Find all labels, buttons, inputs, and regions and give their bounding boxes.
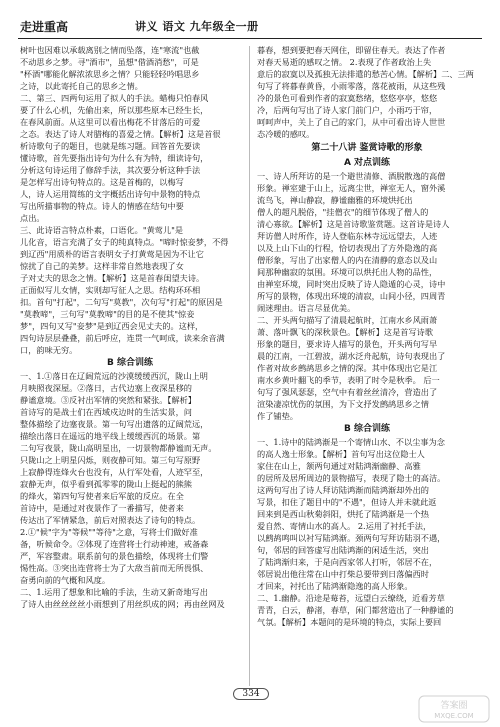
- text-line: 才回来，衬托出了陆鸿渐隐逸的高人形象。: [257, 581, 413, 591]
- page-header: [0, 0, 500, 42]
- header-rule: [18, 38, 482, 39]
- text-line: 回来到是西山秋菊斜阳，烘托了陆鸿渐是一个热: [257, 509, 429, 519]
- text-line: 上寂静得连烽火台也没有，从行军处看，人迹罕至，: [20, 467, 209, 477]
- text-line: 梦"，四句又写"妾梦"是到辽西会见丈夫的。这样，: [20, 321, 204, 331]
- text-line: 之态。表达了诗人对腊梅的喜爱之情。【解析】这是首很: [20, 129, 221, 139]
- left-answers-b: [20, 370, 240, 610]
- text-line: 整体描绘了边塞夜景。第一句写出遗落的辽阔荒远，: [20, 419, 209, 429]
- right-answers-a: [257, 170, 477, 422]
- text-line: 写景，扣住了题目中的"不遇"，但诗人并未就此返: [257, 497, 437, 507]
- text-line: 萧、落叶飘飞的深秋景色。【解析】这是首写诗歌: [257, 327, 434, 337]
- svg-text:答案圈: 答案圈: [440, 701, 468, 711]
- text-line: 晨的江南，一江碧波，湖水泛舟起航，诗句表现出了: [257, 351, 446, 361]
- text-line: 这两句写出了诗人拜访陆鸿渐而陆鸿渐却外出的: [257, 485, 429, 495]
- series-brand: 走进重高: [20, 20, 69, 34]
- text-line: 了诗人由丝丝丝丝小雨想到了用丝织成的网；再由丝网及: [20, 599, 225, 609]
- text-line: 以及上山下山的行程，恰切表现出了方外隐逸的高: [257, 243, 438, 253]
- column-divider: [249, 46, 250, 686]
- section-heading-a: A 对点训练: [343, 158, 391, 168]
- text-line: 不动思乡之梦。寻"酒市"，虽想"借酒消愁"，可是: [20, 57, 199, 67]
- text-line: "莫教啼"，三句写"莫教啼"的目的是不使其"惊妾: [20, 309, 195, 319]
- text-line: 写出所描事物的特点。诗人的情感在结句中要: [20, 201, 184, 211]
- text-line: 在春风前面。从这里可以看出梅花不甘落后的可爱: [20, 117, 201, 127]
- text-line: 传达出了军情紧急，前后对照表达了诗句的特点。: [20, 515, 201, 525]
- subject-line: 讲义 语文 九年级全一册: [135, 20, 259, 33]
- text-line: 作者对故乡鹧鸪思乡之情的深。其中体现出它是江: [257, 363, 438, 373]
- text-line: 惊扰了自己的美梦。这样非常自然地表现了女: [20, 261, 184, 271]
- text-line: 以鹧鸪鸣叫以衬写陆鸿渐。颈两句写拜访陆羽不遇，: [257, 533, 446, 543]
- text-line: 儿化音，语言充满了女子的纯真特点。"啼时惊妾梦，不得: [20, 237, 229, 247]
- text-line: 一、诗人所拜访的是一个避世清修、酒脱散逸的高僧: [257, 171, 446, 181]
- watermark-logo: [418, 695, 490, 723]
- text-line: "杯酒"哪能化解浓浓思乡之情？只能轻轻吟唱思乡: [20, 69, 200, 79]
- page-number-label: 334: [233, 688, 268, 700]
- text-line: 析诗歌句子的题目，也就是练习题。回答首先要读: [20, 141, 201, 151]
- text-line: 形象。禅室建于山上，远离尘世，禅室无人，窗外溪: [257, 183, 446, 193]
- text-line: 扣。首句"打起"，二句写"莫教"，次句写"打起"的原因是: [20, 297, 223, 307]
- text-line: 冷，后两句写出了诗人家门前门户，小雨巧于帘，: [257, 105, 438, 115]
- text-line: 句写了强风瑟瑟，空气中有着丝丝清冷，营造出了: [257, 387, 438, 397]
- text-line: 渲染凄凉忧伤的氛围，为下文抒发鹧鸪思乡之情: [257, 399, 429, 409]
- page-number: [221, 688, 281, 700]
- text-line: 二句写夜景，陇山高明星出，一切景物都静谧而无声。: [20, 443, 217, 453]
- section-heading-b-right: B 综合训练: [344, 424, 390, 434]
- text-line: 气氛。【解析】本题问的是环境的特点，实际上要回: [257, 617, 442, 627]
- text-line: 寂静无声，似乎看到孤零零的陇山上挺起的熊熊: [20, 479, 192, 489]
- text-line: 子对丈夫的思念之情。【解析】这是首春闺望夫诗。: [20, 273, 205, 283]
- text-line: 了陆鸿渐归来，于是向西家邻人打听，邻居不在，: [257, 557, 438, 567]
- text-line: 是怎样写出诗句特点的。这是首梅的，以梅写: [20, 177, 184, 187]
- text-line: 对春天易逝的感叹之情。 2.表现了作者政治上失: [257, 57, 432, 67]
- text-line: 间那种幽寂的氛围。环境可以烘托出人物的品性，: [257, 267, 438, 277]
- text-line: 流鸟飞，禅山静寂，静谧幽雅的环境烘托出: [257, 195, 413, 205]
- text-line: 二、1.幽静。沿途是莓苔，远望白云缭绕，近看芳草: [257, 593, 445, 603]
- text-line: 奋勇向前的气概和风度。: [20, 575, 111, 585]
- text-line: 树叶也因难以承载离别之情而坠落，连"寒流"也截: [20, 45, 200, 55]
- text-line: 作了铺垫。: [257, 411, 298, 421]
- text-line: 人，诗人运用简练的文字概括出诗句中景物的特点: [20, 189, 201, 199]
- text-line: 首诗写的是战士们在西域戍边时的生活实景，问: [20, 407, 192, 417]
- text-line: 正面似写儿女情，实则却写征人之思。结构环环相: [20, 285, 201, 295]
- right-answers-b: [257, 436, 477, 628]
- text-line: 四句诗层层叠叠，前后呼应，连贯一气呵成，读来余音满: [20, 333, 225, 343]
- right-answers-top: [257, 44, 477, 140]
- text-line: 点出。: [20, 213, 45, 223]
- text-line: 备，听候命令。②体现了连营将士行动神速，戒备森: [20, 539, 209, 549]
- section-heading-b: B 综合训练: [107, 358, 153, 368]
- text-line: 月映照夜深屋。②落日，古代边塞上夜深星移的: [20, 383, 192, 393]
- text-line: 青青，白云，静渚，春草，闲门都营造出了一种静谧的: [257, 605, 454, 615]
- text-line: 静谧意境。③反衬出军情的突然和紧张。【解析】: [20, 395, 197, 405]
- text-line: 描绘出落日在遥远的地平线上缓缓西沉的场景。第: [20, 431, 201, 441]
- text-line: 分析这句诗运用了修辞手法，其次要分析这种手法: [20, 165, 201, 175]
- text-line: 到辽西"用质朴的语言表明女子打黄莺是因为不让它: [20, 249, 204, 259]
- text-line: 所写的景物，体现出环境的清寂，山间小径，四周青: [257, 291, 446, 301]
- text-line: 态冷暖的感叹。: [257, 129, 315, 139]
- text-line: 僧形象，写出了出家僧人的内在清静的意态以及山: [257, 255, 438, 265]
- text-line: 的居所及居所周边的景物描写，表现了隐士的高洁。: [257, 473, 446, 483]
- text-line: 二、1.运用了想象和比喻的手法，生动又新奇地写出: [20, 587, 208, 597]
- text-line: 惕性高。③突出连营将士为了大敌当前而无所畏惧、: [20, 563, 209, 573]
- text-line: 句写了将暮春黄昏，小雨零落，落花被雨，从这些残: [257, 81, 446, 91]
- text-line: 闹迷理由。语言尽显优美。: [257, 303, 356, 313]
- text-line: 僧人的超凡脱俗，"挂僧衣"的细节体现了僧人的: [257, 207, 429, 217]
- right-column: [257, 44, 477, 628]
- text-line: 形象的题目，要求诗人描写的景色，开头两句写早: [257, 339, 438, 349]
- text-line: 邻居说出他往常在山中打柴总要带到日落偏西时: [257, 569, 429, 579]
- text-line: 暮春，想到要把春天网住，即留住春天。表达了作者: [257, 45, 446, 55]
- text-line: 句，邻居的回答虚写出陆鸿渐的闲适生活，突出: [257, 545, 429, 555]
- text-line: 严，军容整肃。联系前句的景色描绘，体现将士们警: [20, 551, 209, 561]
- text-line: 拜访僧人时所作，诗人登临东林寺远远望去，人迹: [257, 231, 438, 241]
- text-line: 南水乡黄叶翻飞的季节，表明了时令是秋季。 后一: [257, 375, 440, 385]
- text-line: 一、1.①落日在辽阔荒远的沙漠缓缓西沉，陇山上明: [20, 371, 208, 381]
- text-line: 三、此诗语言特点朴素，口语化。"黄莺儿"是: [20, 225, 184, 235]
- text-line: 冷的景色可看到作者的寂寞愁绪，悠悠亭亭，悠悠: [257, 93, 438, 103]
- text-line: 首诗中，是通过对夜景作了一番描写，使者来: [20, 503, 184, 513]
- text-line: 由禅室环境，同时突出反映了诗人隐遁的心灵，诗中: [257, 279, 446, 289]
- text-line: 一、1.诗中的陆鸿渐是一个寄情山水、不以尘事为念: [257, 437, 445, 447]
- text-line: 二、开头两句描写了清晨起航时，江南水乡风雨萧: [257, 315, 438, 325]
- text-line: 之诗，以此寄托自己的思乡之情。: [20, 81, 143, 91]
- left-answers-a: [20, 44, 240, 356]
- text-line: 只陇山之上明星闪烁，则夜静可知。第三句写原野: [20, 455, 201, 465]
- text-line: 的烽火，第四句写使者来后军旅的反应。在全: [20, 491, 184, 501]
- text-line: 要了什么心机，先偷出来，所以那些原本已经生长，: [20, 105, 209, 115]
- svg-text:MXQE.COM: MXQE.COM: [434, 712, 474, 720]
- text-line: 清心寡欲。【解析】这是首诗歌鉴赏题。这首诗是诗人: [257, 219, 450, 229]
- text-line: 二、第三、四两句运用了拟人的手法。蜡梅只怕春风: [20, 93, 209, 103]
- text-line: 呵呵声中，关上了自己的家门，从中可看出诗人世世: [257, 117, 446, 127]
- lesson-title: 第二十八讲 鉴赏诗歌的形象: [311, 143, 423, 153]
- text-line: 懂诗歌，首先要指出诗句为什么有为特，细读诗句，: [20, 153, 209, 163]
- left-column: [20, 44, 240, 610]
- text-line: 家住在山上，颔两句通过对陆鸿渐幽静、高雅: [257, 461, 421, 471]
- text-line: 意后的寂寞以及孤独无法排遣的愁苦心情。【解析】二、三两: [257, 69, 474, 79]
- text-line: 口，韵味无穷。: [20, 345, 78, 355]
- text-line: 爱自然、寄情山水的高人。 2.运用了衬托手法，: [257, 521, 432, 531]
- text-line: 的高人逸士形象。【解析】首句写出这位隐士人: [257, 449, 425, 459]
- text-line: 2.①"候"字为"等候""等待"之意，写将士们做好准: [20, 527, 198, 537]
